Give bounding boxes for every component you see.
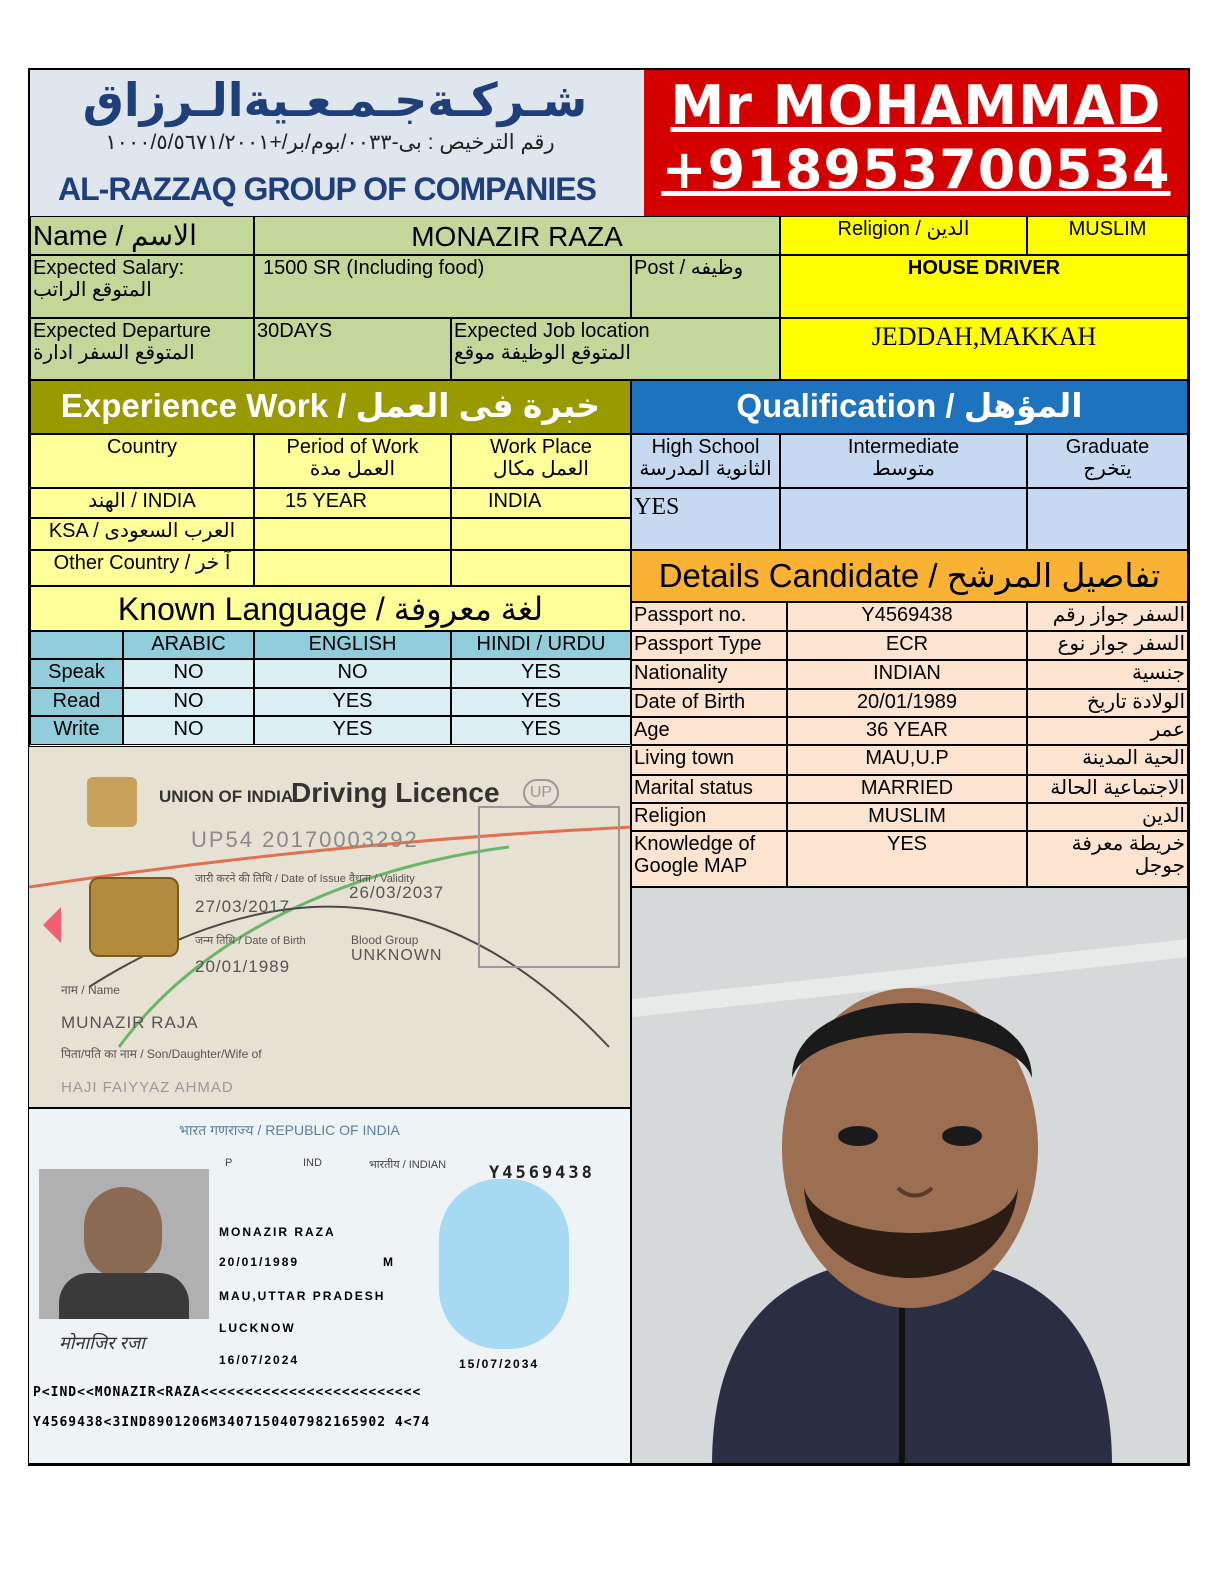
details-label: Living town [631,745,787,775]
licence-validity-label: वैधता / Validity [349,873,415,885]
religion-value: MUSLIM [1027,216,1188,255]
language-header [30,631,123,659]
qualification-header-graduate: Graduate يتخرج [1027,434,1188,488]
details-value: YES [787,831,1027,887]
experience-period [254,518,451,550]
passport-number: Y4569438 [489,1163,595,1183]
language-cell: YES [451,688,631,716]
language-cell: NO [254,659,451,688]
experience-header-country: Country [30,434,254,488]
licence-relation-name: HAJI FAIYYAZ AHMAD [61,1079,234,1096]
language-row-label: Write [30,716,123,745]
details-label: Marital status [631,775,787,803]
licence-title: Driving Licence [291,777,500,808]
experience-header-period: Period of Work العمل مدة [254,434,451,488]
details-label: Religion [631,803,787,831]
contact-phone: +918953700534 [661,138,1171,201]
language-header-english: ENGLISH [254,631,451,659]
driving-licence-image [28,746,631,1108]
details-label: Date of Birth [631,689,787,717]
licence-union: UNION OF INDIA [159,787,294,806]
details-value: ECR [787,631,1027,660]
company-english-name: AL-RAZZAQ GROUP OF COMPANIES [58,171,596,207]
language-cell: NO [123,688,254,716]
experience-period: 15 YEAR [254,488,451,518]
candidate-photo [631,887,1188,1464]
passport-country: भारत गणराज्य / REPUBLIC OF INDIA [179,1122,400,1138]
hologram-arrow-icon [43,907,61,943]
experience-country: Other Country / آ خر [30,550,254,586]
experience-header-place: Work Place العمل مكال [451,434,631,488]
passport-dob: 20/01/1989 [219,1255,300,1269]
passport-given-name: MONAZIR RAZA [219,1225,336,1239]
company-logo [30,70,644,216]
language-cell: NO [123,716,254,745]
language-title: Known Language / لغة معروفة [30,586,631,631]
experience-place [451,518,631,550]
passport-date-issue: 16/07/2024 [219,1353,300,1367]
licence-issue-label: जारी करने की तिथि / Date of Issue [195,873,346,885]
details-arabic: الولادة تاريخ [1027,689,1188,717]
experience-country: KSA / العرب السعودى [30,518,254,550]
details-value: Y4569438 [787,602,1027,631]
candidate-portrait [632,888,1188,1464]
language-row-label: Speak [30,659,123,688]
passport-signature: मोनाजिर रजा [59,1333,145,1353]
details-label: Passport Type [631,631,787,660]
qualification-header-highschool: High School الثانوية المدرسة [631,434,780,488]
details-value: MUSLIM [787,803,1027,831]
language-cell: YES [451,659,631,688]
details-arabic: الدين [1027,803,1188,831]
contact-banner [644,70,1188,216]
details-title: Details Candidate / تفاصيل المرشح [631,550,1188,602]
language-header-arabic: ARABIC [123,631,254,659]
details-value: 36 YEAR [787,717,1027,745]
passport-mrz-line1: P<IND<<MONAZIR<RAZA<<<<<<<<<<<<<<<<<<<<<<<<< [33,1385,422,1400]
experience-title: Experience Work / خبرة فى العمل [30,380,631,434]
licence-relation-label: पिता/पति का नाम / Son/Daughter/Wife of [61,1047,262,1061]
details-arabic: السفر جواز رقم [1027,602,1188,631]
licence-name-label: नाम / Name [61,983,120,997]
name-label: Name / الاسم [30,216,254,255]
licence-dob: 20/01/1989 [195,957,291,976]
passport-code: IND [303,1157,322,1169]
departure-value: 30DAYS [254,318,451,380]
language-row-label: Read [30,688,123,716]
passport-mrz-line2: Y4569438<3IND8901206M3407150407982165902 4<74 [33,1415,431,1430]
qualification-graduate-value [1027,488,1188,550]
licence-state: UP [523,779,559,807]
passport-place-issue: LUCKNOW [219,1321,296,1335]
details-label: Nationality [631,660,787,689]
language-cell: YES [451,716,631,745]
details-label: Age [631,717,787,745]
contact-name: Mr MOHAMMAD [670,74,1162,137]
details-value: MARRIED [787,775,1027,803]
passport-shoulders [59,1273,189,1319]
details-arabic: عمر [1027,717,1188,745]
qualification-header-intermediate: Intermediate متوسط [780,434,1027,488]
passport-image [28,1108,631,1464]
details-label: Knowledge of Google MAP [631,831,787,887]
details-arabic: خريطة معرفة جوجل [1027,831,1188,887]
location-value: JEDDAH,MAKKAH [780,318,1188,380]
passport-ghost-photo [439,1179,569,1349]
language-cell: YES [254,688,451,716]
experience-period [254,550,451,586]
licence-number: UP54 20170003292 [191,827,419,852]
licence-name: MUNAZIR RAJA [61,1013,199,1032]
passport-place-birth: MAU,UTTAR PRADESH [219,1289,386,1303]
experience-place: INDIA [451,488,631,518]
licence-validity-date: 26/03/2037 [349,883,445,902]
details-value: INDIAN [787,660,1027,689]
chip-icon [89,877,179,957]
salary-value: 1500 SR (Including food) [254,255,631,318]
licence-issue-date: 27/03/2017 [195,897,291,916]
details-arabic: جنسية [1027,660,1188,689]
details-arabic: السفر جواز نوع [1027,631,1188,660]
name-value: MONAZIR RAZA [254,216,780,255]
licence-blood-value: UNKNOWN [351,947,443,964]
company-arabic-name: شـركـةجـمـعـيةالـرزاق [82,74,588,126]
passport-photo [39,1169,209,1319]
experience-country: الهند / INDIA [30,488,254,518]
post-label: Post / وظيفه [631,255,780,318]
passport-date-expiry: 15/07/2034 [459,1357,540,1371]
emblem-icon [87,777,137,827]
passport-nationality: भारतीय / INDIAN [369,1159,447,1171]
religion-label: Religion / الدين [780,216,1027,255]
language-cell: YES [254,716,451,745]
salary-label: Expected Salary: المتوقع الراتب [30,255,254,318]
passport-type: P [225,1157,233,1169]
license-number: رقم الترخيص : بى-٠٠٣٣/بوم/بر/+١٠٠٠/٥/٥٦٧١/٢٠٠١ [105,131,555,154]
details-arabic: الاجتماعية الحالة [1027,775,1188,803]
experience-place [451,550,631,586]
passport-face [84,1187,162,1279]
details-value: MAU,U.P [787,745,1027,775]
passport-sex: M [383,1255,393,1269]
details-arabic: الحية المدينة [1027,745,1188,775]
licence-dob-label: जन्म तिथि / Date of Birth [195,935,306,947]
qualification-intermediate-value [780,488,1027,550]
qualification-highschool-value: YES [631,488,780,550]
location-label: Expected Job location المتوقع الوظيفة موقع [451,318,780,380]
licence-blood-label: Blood Group [351,933,419,947]
details-value: 20/01/1989 [787,689,1027,717]
language-cell: NO [123,659,254,688]
details-label: Passport no. [631,602,787,631]
post-value: HOUSE DRIVER [780,255,1188,318]
departure-label: Expected Departure المتوقع السفر ادارة [30,318,254,380]
language-header-hindi: HINDI / URDU [451,631,631,659]
qualification-title: Qualification / المؤهل [631,380,1188,434]
